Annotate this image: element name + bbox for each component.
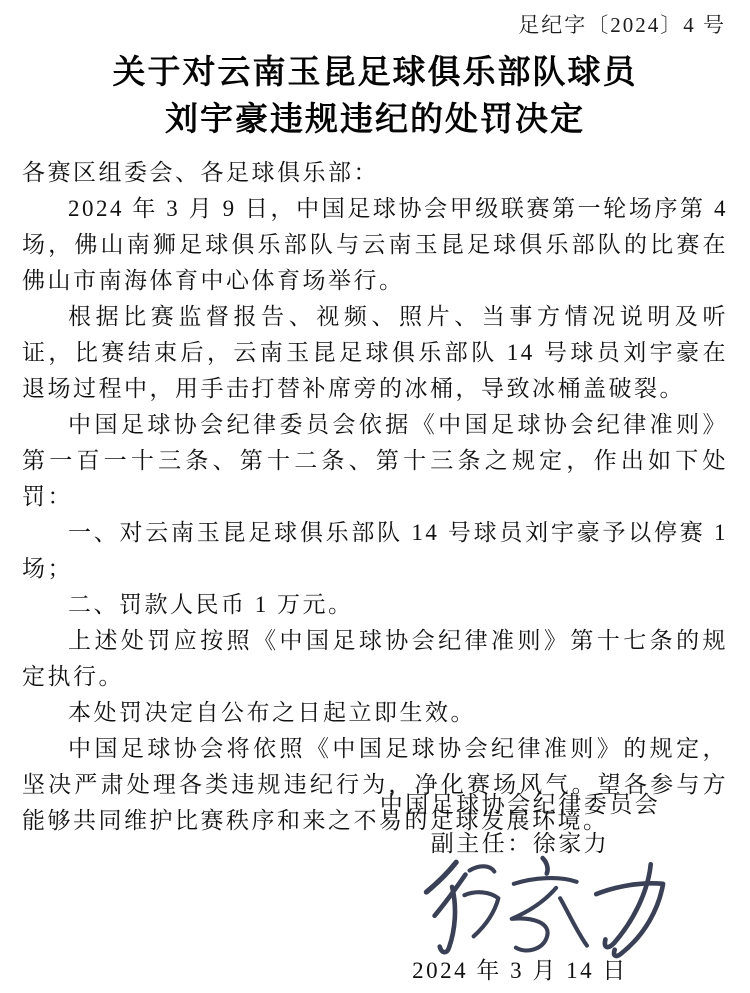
body-paragraph: 一、对云南玉昆足球俱乐部队 14 号球员刘宇豪予以停赛 1 场； — [22, 520, 728, 581]
body-paragraph: 2024 年 3 月 9 日，中国足球协会甲级联赛第一轮场序第 4 场，佛山南狮足球俱乐部队与云南玉昆足球俱乐部队的比赛在佛山市南海体育中心体育场举行。 — [22, 196, 728, 293]
document-title-line2: 刘宇豪违规违纪的处罚决定 — [165, 102, 585, 138]
body-paragraph: 中国足球协会纪律委员会依据《中国足球协会纪律准则》第一百一十三条、第十二条、第十三条之规定，作出如下处罚： — [22, 412, 728, 509]
document-ref-number: 足纪字〔2024〕4 号 — [518, 13, 726, 37]
signature-block — [340, 788, 700, 983]
signature-organization: 中国足球协会纪律委员会 — [379, 792, 661, 817]
salutation: 各赛区组委会、各足球俱乐部： — [22, 160, 379, 185]
document-body — [22, 155, 728, 839]
body-paragraph: 上述处罚应按照《中国足球协会纪律准则》第十七条的规定执行。 — [22, 628, 728, 689]
document-title-line1: 关于对云南玉昆足球俱乐部队球员 — [112, 55, 638, 91]
handwritten-signature — [410, 854, 700, 960]
body-paragraph: 本处罚决定自公布之日起立即生效。 — [68, 700, 476, 725]
document-title — [22, 50, 728, 144]
body-paragraph: 二、罚款人民币 1 万元。 — [68, 592, 354, 617]
signature-signer-title: 副主任：徐家力 — [430, 831, 610, 856]
body-paragraph: 中国足球协会将依照《中国足球协会纪律准则》的规定，坚决严肃处理各类违规违纪行为，净化赛场风气。望各参与方能够共同维护比赛秩序和来之不易的足球发展环境。 — [22, 736, 728, 833]
handwritten-signature-svg — [410, 854, 700, 960]
signature-date: 2024 年 3 月 14 日 — [412, 958, 628, 983]
body-paragraph: 根据比赛监督报告、视频、照片、当事方情况说明及听证，比赛结束后，云南玉昆足球俱乐部队 14 号球员刘宇豪在退场过程中，用手击打替补席旁的冰桶，导致冰桶盖破裂。 — [22, 304, 728, 401]
